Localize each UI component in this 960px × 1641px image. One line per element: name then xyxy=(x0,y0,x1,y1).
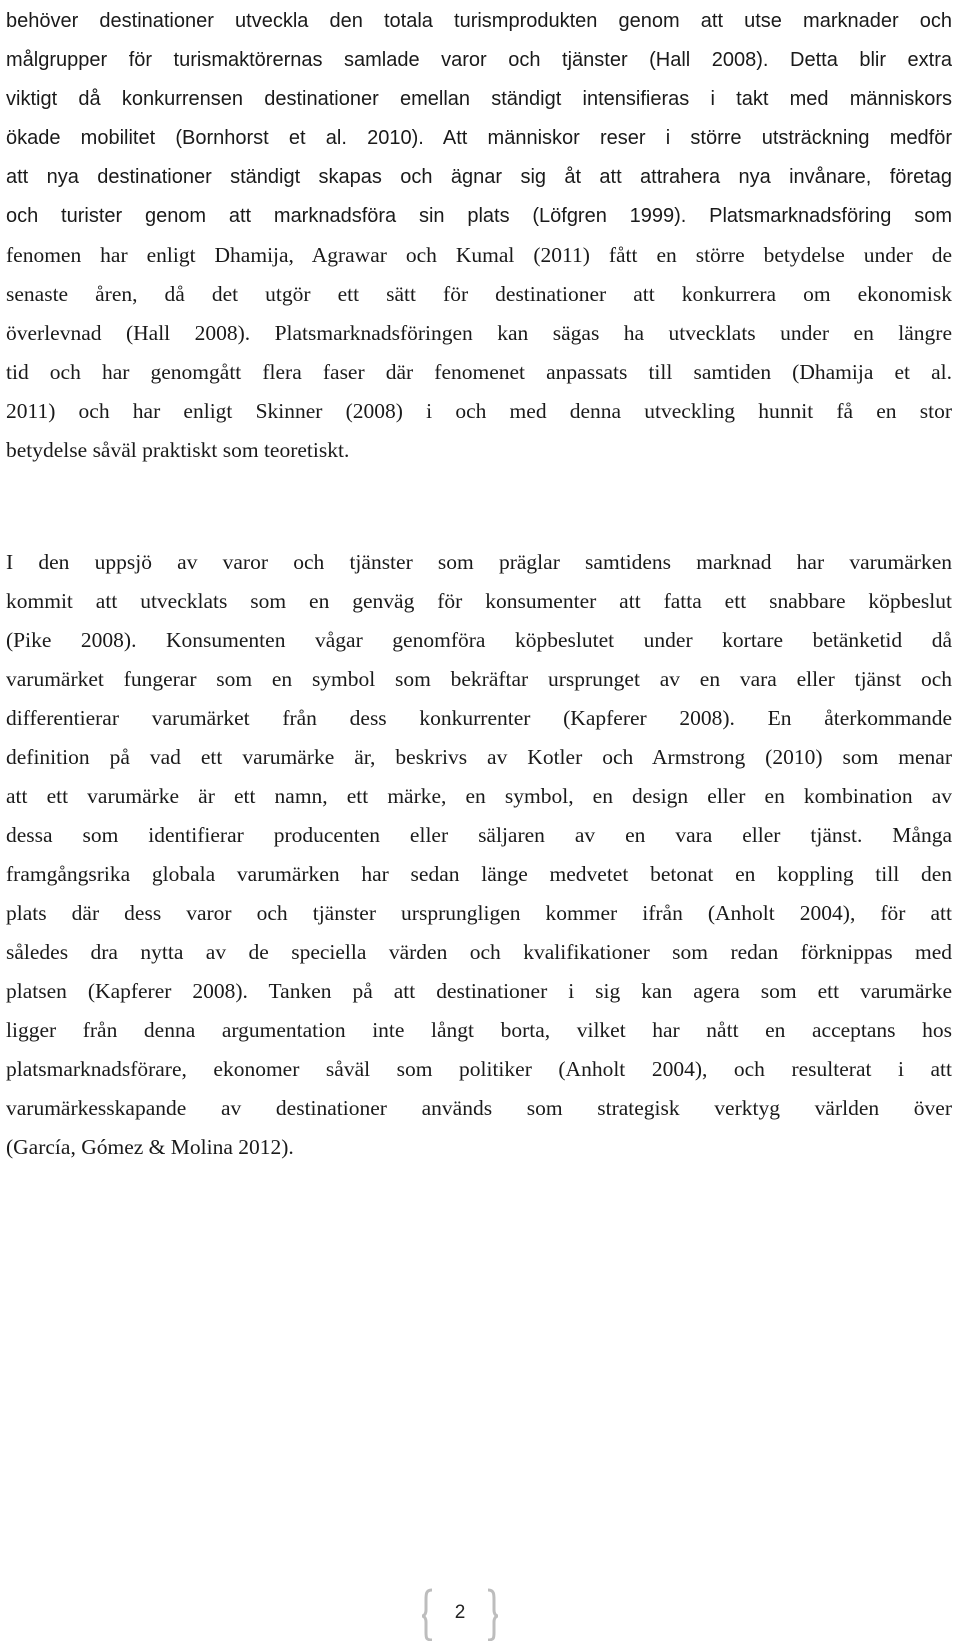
text-line: 2011) och har enligt Skinner (2008) i och med denna utveckling hunnit få en stor xyxy=(6,399,952,423)
text-line: behöver destinationer utveckla den totala turismprodukten genom att utse marknader och xyxy=(6,10,952,32)
text-line: definition på vad ett varumärke är, beskrivs av Kotler och Armstrong (2010) som menar xyxy=(6,745,952,769)
text-line: att ett varumärke är ett namn, ett märke, en symbol, en design eller en kombination av xyxy=(6,784,952,808)
page-footer xyxy=(420,1588,520,1641)
text-line: plats där dess varor och tjänster ursprungligen kommer ifrån (Anholt 2004), för att xyxy=(6,901,952,925)
text-line: varumärkesskapande av destinationer används som strategisk verktyg världen över xyxy=(6,1096,952,1120)
text-line: ökade mobilitet (Bornhorst et al. 2010). Att människor reser i större utsträckning medför xyxy=(6,127,952,149)
text-line: tid och har genomgått flera faser där fenomenet anpassats till samtiden (Dhamija et al. xyxy=(6,360,952,384)
text-line: senaste åren, då det utgör ett sätt för destinationer att konkurrera om ekonomisk xyxy=(6,282,952,306)
body-paragraph xyxy=(6,543,952,1167)
text-line: målgrupper för turismaktörernas samlade varor och tjänster (Hall 2008). Detta blir extra xyxy=(6,49,952,71)
text-line: dessa som identifierar producenten eller säljaren av en vara eller tjänst. Många xyxy=(6,823,952,847)
text-line: betydelse såväl praktiskt som teoretiskt. xyxy=(6,438,350,462)
text-line: således dra nytta av de speciella värden och kvalifikationer som redan förknippas med xyxy=(6,940,952,964)
text-line: platsmarknadsförare, ekonomer såväl som politiker (Anholt 2004), och resulterat i att xyxy=(6,1057,952,1081)
text-line: framgångsrika globala varumärken har sedan länge medvetet betonat en koppling till den xyxy=(6,862,952,886)
text-line: (García, Gómez & Molina 2012). xyxy=(6,1135,294,1159)
text-line: kommit att utvecklats som en genväg för konsumenter att fatta ett snabbare köpbeslut xyxy=(6,589,952,613)
text-line: (Pike 2008). Konsumenten vågar genomföra köpbeslutet under kortare betänketid då xyxy=(6,628,952,652)
body-paragraph xyxy=(6,2,952,470)
text-line: överlevnad (Hall 2008). Platsmarknadsföringen kan sägas ha utvecklats under en längre xyxy=(6,321,952,345)
text-line: och turister genom att marknadsföra sin plats (Löfgren 1999). Platsmarknadsföring som xyxy=(6,205,952,227)
text-line: fenomen har enligt Dhamija, Agrawar och Kumal (2011) fått en större betydelse under de xyxy=(6,243,952,267)
text-line: viktigt då konkurrensen destinationer emellan ständigt intensifieras i takt med människors xyxy=(6,88,952,110)
text-line: att nya destinationer ständigt skapas och ägnar sig åt att attrahera nya invånare, företag xyxy=(6,166,952,188)
text-line: platsen (Kapferer 2008). Tanken på att destinationer i sig kan agera som ett varumärke xyxy=(6,979,952,1003)
text-line: ligger från denna argumentation inte långt borta, vilket har nått en acceptans hos xyxy=(6,1018,952,1042)
page-number: 2 xyxy=(454,1602,466,1623)
text-line: I den uppsjö av varor och tjänster som präglar samtidens marknad har varumärken xyxy=(6,550,952,574)
text-line: differentierar varumärket från dess konkurrenter (Kapferer 2008). En återkommande xyxy=(6,706,952,730)
text-line: varumärket fungerar som en symbol som bekräftar ursprunget av en vara eller tjänst och xyxy=(6,667,952,691)
